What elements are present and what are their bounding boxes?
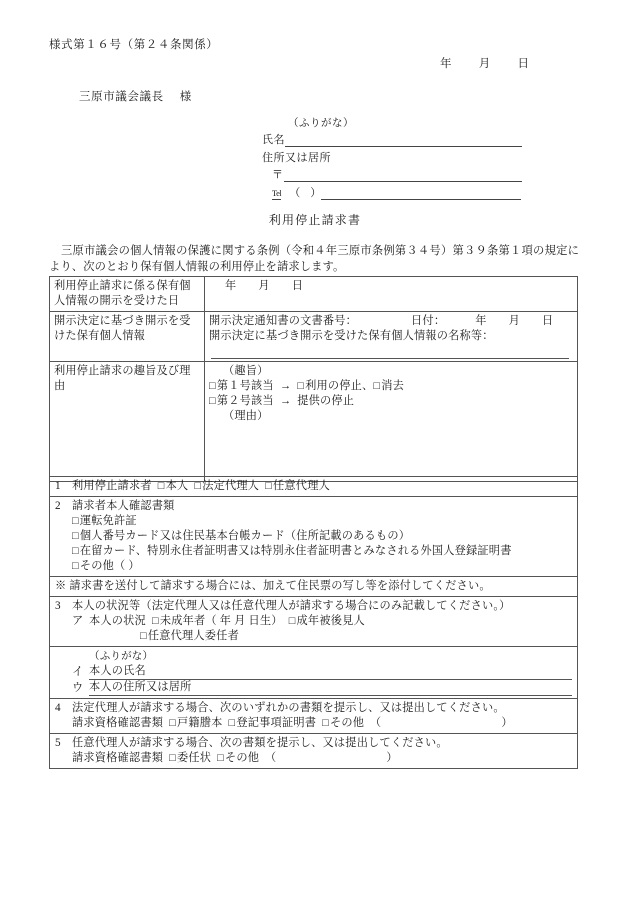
section-2-option-1-label: 個人番号カード又は住民基本台帳カード（住所記載のあるもの）: [79, 530, 411, 542]
applicant-tel-row: [262, 184, 522, 200]
table-row: [50, 477, 578, 497]
section-3-item-c: [55, 680, 572, 696]
checkbox-icon[interactable]: □: [169, 752, 176, 764]
section-2-heading: [55, 499, 572, 514]
section-3: [50, 597, 578, 647]
checklist-table: [49, 476, 578, 769]
doc-number-label: 開示決定通知書の文書番号：: [209, 315, 358, 327]
section-3-item-a-label: 本人の状況: [89, 615, 146, 627]
arrow-icon: →: [279, 380, 292, 392]
section-4-options: [55, 716, 572, 731]
received-day: 日: [291, 280, 304, 292]
section-5-options: [55, 751, 572, 766]
section-1-option-1: 法定代理人: [202, 480, 260, 492]
addressee-line: [79, 88, 192, 104]
disclosure-table: [49, 276, 578, 482]
lead-line-1: 三原市議会の個人情報の保護に関する条例（令和４年三原市条例第３４号）第３９条第１項の規定により、: [49, 245, 579, 273]
lead-line-2: 次のとおり保有個人情報の利用停止を請求します。: [83, 261, 345, 273]
section-5-close-paren: ）: [386, 752, 398, 764]
checkbox-icon[interactable]: □: [72, 530, 79, 542]
form-number: 様式第１６号（第２４条関係）: [49, 39, 219, 51]
arrow-icon: →: [279, 395, 292, 407]
checkbox-icon[interactable]: □: [157, 480, 165, 492]
checkbox-icon[interactable]: □: [322, 717, 329, 729]
section-3-item-b-mark: イ: [72, 666, 84, 678]
section-3-identity: [50, 647, 578, 699]
section-1-option-0: 本人: [165, 480, 189, 492]
section-3-title: 本人の状況等（法定代理人又は任意代理人が請求する場合にのみ記載してください。）: [72, 600, 511, 612]
purpose-option-1-label: 第１号該当: [216, 380, 274, 392]
doc-date-month: 月: [508, 315, 520, 327]
table-row: [50, 497, 578, 577]
checkbox-icon[interactable]: □: [140, 630, 147, 642]
section-4-close-paren: ）: [501, 717, 513, 729]
doc-date-label: 日付：: [411, 315, 446, 327]
section-4-heading: [55, 701, 572, 716]
section-4-docs-label: 請求資格確認書類: [72, 717, 164, 729]
section-3-furigana-label: （ふりがな）: [89, 651, 154, 662]
applicant-address-input[interactable]: [284, 169, 523, 182]
section-2-option-2[interactable]: [55, 544, 572, 559]
row-label-disclosed-info: 開示決定に基づき開示を受けた保有個人情報: [50, 312, 205, 362]
table-row: [50, 647, 578, 699]
applicant-name-label: 氏名: [262, 134, 285, 146]
checkbox-icon[interactable]: □: [209, 395, 216, 407]
applicant-address-label: 住所又は居所: [262, 152, 331, 164]
section-3-number: 3: [55, 600, 61, 612]
section-4-option-2: その他 （: [329, 717, 382, 729]
checkbox-icon[interactable]: □: [209, 380, 216, 392]
received-month: 月: [258, 280, 270, 292]
section-4-number: 4: [55, 702, 61, 714]
purpose-heading: （趣旨）: [223, 365, 269, 377]
section-2-number: 2: [55, 500, 61, 512]
header-date-line: [440, 55, 530, 71]
purpose-option-2-label: 第２号該当: [216, 395, 274, 407]
section-3-item-b-input[interactable]: [146, 666, 572, 680]
row-value-purpose-reason[interactable]: [205, 362, 578, 482]
lead-paragraph: [49, 243, 579, 275]
header-date-day: 日: [517, 58, 530, 70]
applicant-furigana-label: （ふりがな）: [288, 118, 354, 129]
disclosed-info-name-label: 開示決定に基づき開示を受けた保有個人情報の名称等：: [209, 330, 494, 342]
applicant-postal-row: [262, 166, 522, 182]
section-2-note: ※ 請求書を送付して請求する場合には、加えて住民票の写し等を添付してください。: [50, 577, 578, 597]
section-5-number: 5: [55, 737, 61, 749]
checkbox-icon[interactable]: □: [265, 480, 273, 492]
disclosed-info-name-input[interactable]: [211, 347, 569, 359]
tel-close-paren: ）: [310, 187, 322, 199]
doc-date-day: 日: [542, 315, 554, 327]
tel-label: Tel: [272, 188, 282, 198]
row-value-received-date[interactable]: [205, 277, 578, 312]
section-3-item-a-option-2: 成年被後見人: [296, 615, 365, 627]
section-1: [50, 477, 578, 497]
section-5-option-1: その他 （: [225, 752, 277, 764]
checkbox-icon[interactable]: □: [72, 560, 79, 572]
received-year: 年: [225, 280, 237, 292]
doc-number-line: [209, 314, 573, 329]
purpose-option-1[interactable]: [209, 379, 573, 394]
checkbox-icon[interactable]: □: [72, 545, 79, 557]
section-3-item-a-mark: ア: [72, 615, 84, 627]
checkbox-icon[interactable]: □: [169, 717, 176, 729]
section-5-option-0: 委任状: [176, 752, 212, 764]
section-2-option-3-label: その他（ ）: [79, 560, 140, 572]
purpose-option-1-sub-1: 利用の停止、: [305, 380, 374, 392]
section-3-item-b-label: 本人の氏名: [89, 664, 146, 680]
section-3-item-a-option-3-row[interactable]: [55, 629, 572, 644]
section-2-option-1[interactable]: [55, 529, 572, 544]
header-date-year: 年: [440, 58, 452, 70]
checkbox-icon[interactable]: □: [297, 380, 305, 392]
section-2-option-0[interactable]: [55, 514, 572, 529]
section-3-item-b: [55, 664, 572, 680]
table-row: [50, 597, 578, 647]
row-label-purpose-reason: 利用停止請求の趣旨及び理由: [50, 362, 205, 482]
addressee-honorific: 様: [179, 91, 192, 103]
applicant-tel-input[interactable]: [321, 187, 521, 200]
section-2-option-3[interactable]: [55, 559, 572, 574]
row-value-disclosed-info[interactable]: [205, 312, 578, 362]
header-date-month: 月: [478, 58, 491, 70]
section-1-number: 1: [55, 480, 61, 492]
table-row: [50, 577, 578, 597]
table-row: [50, 277, 578, 312]
postal-mark-icon: 〒: [272, 169, 284, 181]
table-row: [50, 362, 578, 482]
section-2-option-2-label: 在留カード、特別永住者証明書又は特別永住者証明書とみなされる外国人登録証明書: [79, 545, 512, 557]
section-4-option-1: 登記事項証明書: [236, 717, 317, 729]
checkbox-icon[interactable]: □: [373, 380, 381, 392]
table-row: [50, 699, 578, 734]
purpose-option-2[interactable]: [209, 394, 573, 409]
checkbox-icon[interactable]: □: [217, 752, 224, 764]
doc-date-year: 年: [475, 315, 487, 327]
section-5: [50, 734, 578, 769]
section-3-item-c-mark: ウ: [72, 682, 84, 694]
table-row: [50, 734, 578, 769]
section-4-option-0: 戸籍謄本: [176, 717, 223, 729]
applicant-name-row: [262, 131, 522, 147]
section-5-title: 任意代理人が請求する場合、次の書類を提示し、又は提出してください。: [72, 737, 448, 749]
section-3-item-a: [55, 614, 572, 629]
applicant-name-input[interactable]: [285, 134, 522, 147]
checkbox-icon[interactable]: □: [228, 717, 236, 729]
checkbox-icon[interactable]: □: [72, 515, 79, 527]
table-row: [50, 312, 578, 362]
section-4: [50, 699, 578, 734]
section-5-docs-label: 請求資格確認書類: [72, 752, 164, 764]
section-3-item-c-label: 本人の住所又は居所: [89, 680, 192, 696]
section-4-title: 法定代理人が請求する場合、次のいずれかの書類を提示し、又は提出してください。: [72, 702, 505, 714]
received-date-line: [209, 280, 303, 292]
addressee-name: 三原市議会議長: [79, 91, 164, 103]
section-2-option-0-label: 運転免許証: [79, 515, 137, 527]
checkbox-icon[interactable]: □: [194, 480, 202, 492]
section-2-title: 請求者本人確認書類: [72, 500, 175, 512]
section-3-item-a-option-3: 任意代理人委任者: [147, 630, 239, 642]
section-1-option-2: 任意代理人: [273, 480, 330, 492]
section-2: [50, 497, 578, 577]
tel-area-code-input[interactable]: [289, 184, 306, 200]
section-3-item-c-input[interactable]: [192, 682, 573, 696]
applicant-block: [262, 115, 522, 202]
purpose-option-2-sub: 提供の停止: [297, 395, 355, 407]
checkbox-icon[interactable]: □: [288, 615, 296, 627]
reason-heading: （理由）: [223, 410, 269, 422]
row-label-received-date: 利用停止請求に係る保有個人情報の開示を受けた日: [50, 277, 205, 312]
section-1-title: 利用停止請求者: [72, 480, 152, 492]
tel-open-paren: （: [289, 187, 307, 199]
section-3-item-a-option-1: 未成年者（ 年 月 日生）: [159, 615, 283, 627]
section-5-heading: [55, 736, 572, 751]
purpose-option-1-sub-2: 消去: [381, 380, 405, 392]
page-title: 利用停止請求書: [268, 213, 362, 227]
section-3-heading: [55, 599, 572, 614]
checkbox-icon[interactable]: □: [151, 615, 159, 627]
